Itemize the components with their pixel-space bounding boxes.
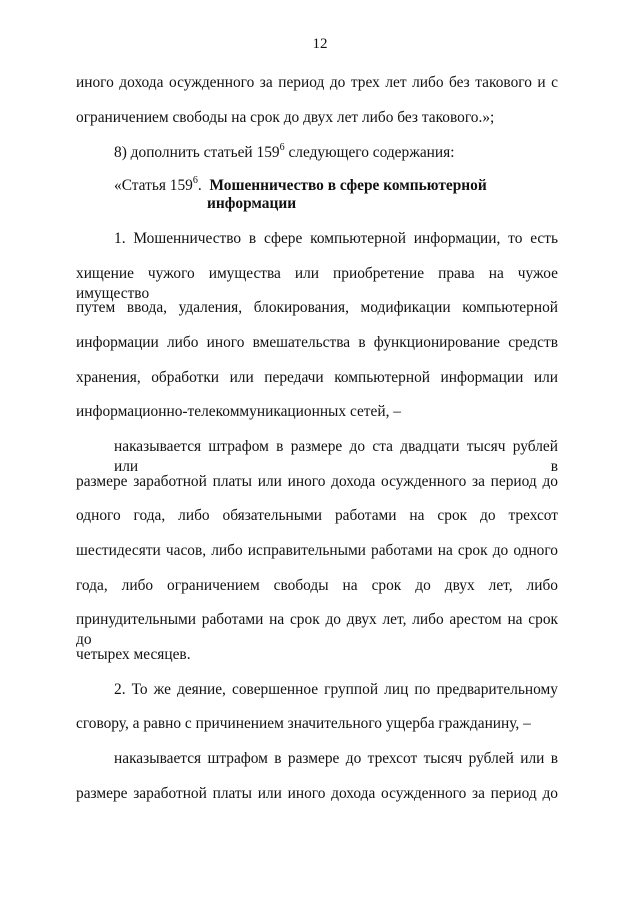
punishment1-line: четырех месяцев. xyxy=(76,646,191,663)
part1-line: хранения, обработки или передачи компьютерной информации или xyxy=(76,369,558,386)
part2-line: 2. То же деяние, совершенное группой лиц по предварительному xyxy=(114,681,558,698)
article-sup: 6 xyxy=(192,175,198,186)
punishment1-line: наказывается штрафом в размере до ста двадцати тысяч рублей или в xyxy=(114,438,558,475)
part1-line: хищение чужого имущества или приобретение права на чужое имущество xyxy=(76,265,558,302)
part2-line: сговору, а равно с причинением значительного ущерба гражданину, – xyxy=(76,715,531,732)
part1-line: 1. Мошенничество в сфере компьютерной информации, то есть xyxy=(114,230,558,247)
item-8-text-end: следующего содержания: xyxy=(284,144,455,161)
punishment1-line: одного года, либо обязательными работами на срок до трехсот xyxy=(76,507,558,524)
part1-line: информации либо иного вмешательства в функционирование средств xyxy=(76,334,558,351)
part1-line: информационно-телекоммуникационных сетей, – xyxy=(76,403,401,420)
page-number: 12 xyxy=(312,36,328,52)
part1-line: путем ввода, удаления, блокирования, модификации компьютерной xyxy=(76,299,558,316)
article-prefix: «Статья 159 xyxy=(114,177,193,194)
punishment1-line: размере заработной платы или иного дохода осужденного за период до xyxy=(76,473,558,490)
item-8-sup: 6 xyxy=(279,142,285,153)
article-title: Мошенничество в сфере компьютерной xyxy=(209,177,487,194)
item-8-text: 8) дополнить статьей 159 xyxy=(114,144,280,161)
punishment1-line: принудительными работами на срок до двух лет, либо арестом на срок до xyxy=(76,611,558,648)
item-8 xyxy=(114,143,558,163)
article-heading xyxy=(114,176,487,196)
punishment2-line: наказывается штрафом в размере до трехсот тысяч рублей или в xyxy=(114,750,558,767)
punishment2-line: размере заработной платы или иного дохода осужденного за период до xyxy=(76,785,558,802)
continuation-line-1: иного дохода осужденного за период до трех лет либо без такового и с xyxy=(76,74,558,91)
punishment1-line: года, либо ограничением свободы на срок до двух лет, либо xyxy=(76,577,558,594)
article-title-cont: информации xyxy=(207,195,297,212)
article-dot: . xyxy=(197,177,202,194)
continuation-line-2: ограничением свободы на срок до двух лет либо без такового.»; xyxy=(76,109,495,126)
punishment1-line: шестидесяти часов, либо исправительными работами на срок до одного xyxy=(76,542,558,559)
